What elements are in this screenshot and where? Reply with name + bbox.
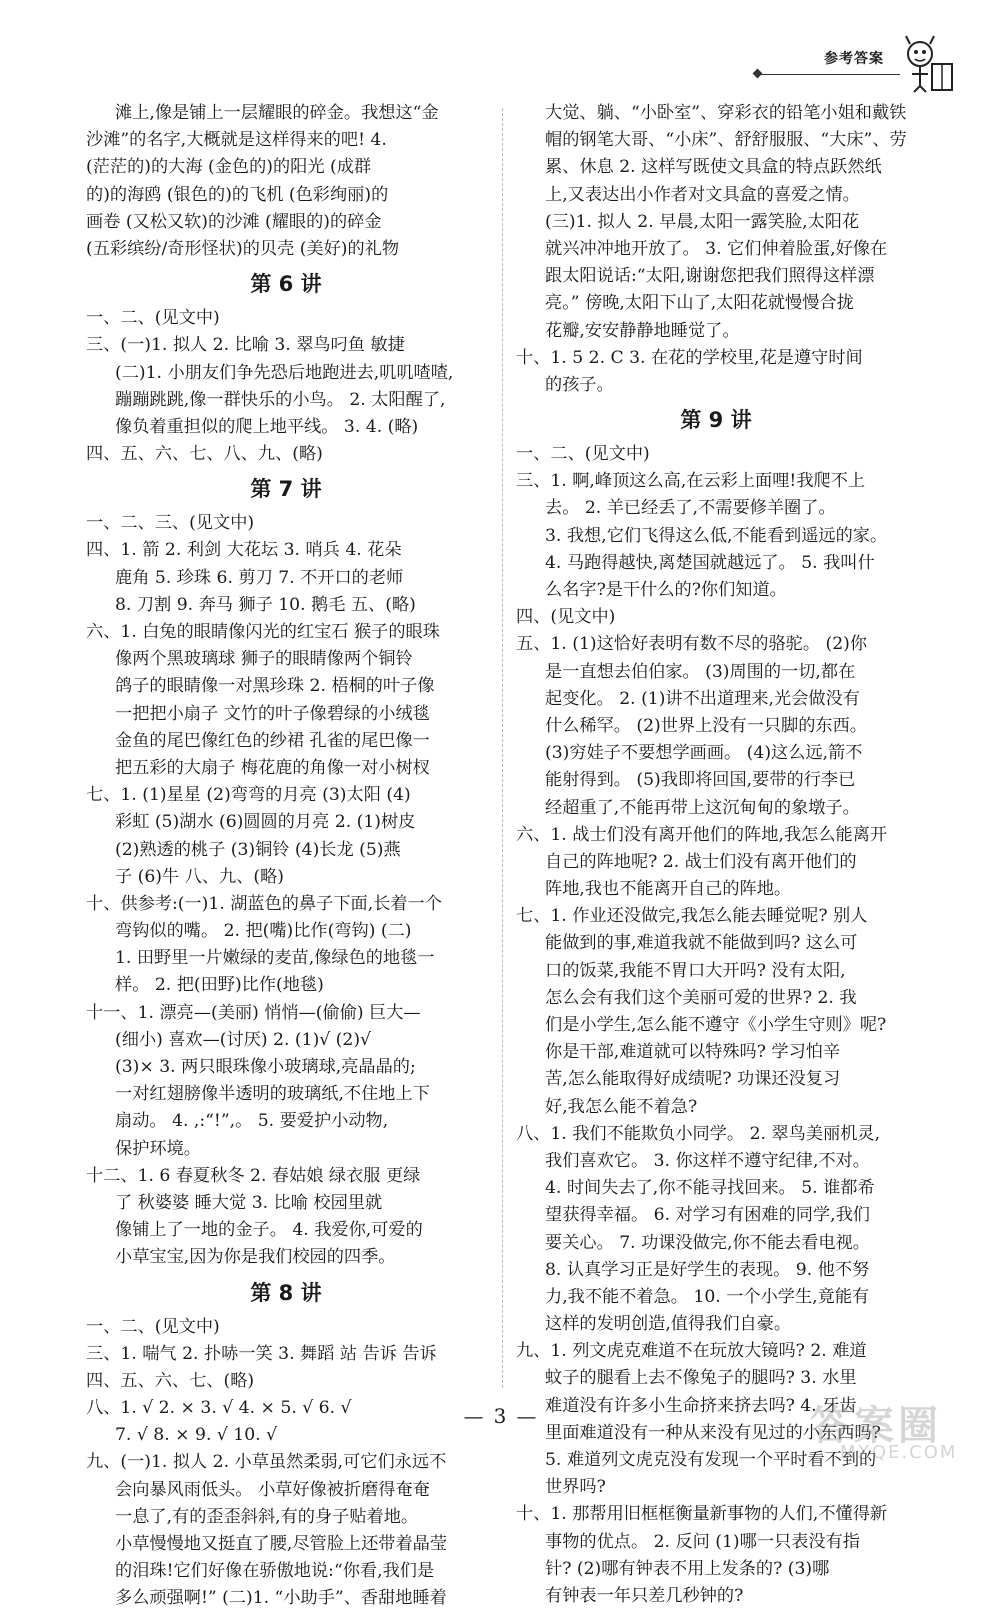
answer-line: 十、1. 那帮用旧框框衡量新事物的人们,不懂得新	[516, 1504, 888, 1525]
answer-line: 们是小学生,怎么能不遵守《小学生守则》呢?	[545, 1015, 887, 1035]
answer-line: (三)1. 拟人 2. 早晨,太阳一露笑脸,太阳花	[545, 211, 860, 232]
answer-line: 十、1. 5 2. C 3. 在花的学校里,花是遵守时间	[516, 347, 863, 368]
answer-line: (3)穷娃子不要想学画画。 (4)这么远,箭不	[545, 743, 863, 764]
answer-line: 一、二、三、(见文中)	[86, 513, 255, 534]
answer-line: 1. 田野里一片嫩绿的麦苗,像绿色的地毯一	[115, 948, 435, 969]
answer-line: 是一直想去伯伯家。 (3)周围的一切,都在	[545, 661, 856, 682]
answer-line: 力,我不能不着急。 10. 一个小学生,竟能有	[545, 1286, 870, 1307]
answer-line: (二)1. 小朋友们争先恐后地跑进去,叽叽喳喳,	[115, 362, 454, 383]
answer-line: 一息了,有的歪歪斜斜,有的身子贴着地。	[115, 1506, 419, 1527]
answer-line: 能射得到。 (5)我即将回国,要带的行李已	[545, 770, 856, 791]
answer-line: 怎么会有我们这个美丽可爱的世界? 2. 我	[545, 987, 857, 1008]
section-heading: 第 7 讲	[250, 477, 322, 502]
answer-line: 里面难道没有一种从来没有见过的小东西吗?	[545, 1422, 881, 1443]
answer-line: 金鱼的尾巴像红色的纱裙 孔雀的尾巴像一	[115, 730, 430, 751]
answer-line: 子 (6)牛 八、九、(略)	[115, 866, 284, 887]
section-heading: 第 8 讲	[250, 1280, 322, 1305]
answer-line: 像两个黑玻璃球 狮子的眼睛像两个铜铃	[115, 649, 413, 670]
answer-line: 自己的阵地呢? 2. 战士们没有离开他们的	[545, 851, 857, 872]
answer-line: 8. 认真学习正是好学生的表现。 9. 他不努	[545, 1259, 870, 1280]
answer-line: 要关心。 7. 功课没做完,你不能去看电视。	[545, 1232, 870, 1253]
answer-line: 九、(一)1. 拟人 2. 小草虽然柔弱,可它们永远不	[86, 1452, 447, 1473]
header-label: 参考答案	[824, 51, 884, 67]
answer-line: 5. 难道列文虎克没有发现一个平时看不到的	[545, 1450, 877, 1470]
section-heading: 第 6 讲	[250, 272, 322, 297]
answer-line: 七、1. (1)星星 (2)弯弯的月亮 (3)太阳 (4)	[86, 785, 411, 806]
answer-line: 4. 时间失去了,你不能寻找回来。 5. 谁都希	[545, 1178, 875, 1199]
answer-line: 难道没有许多小生命挤来挤去吗? 4. 牙齿	[545, 1395, 857, 1416]
answer-line: 三、1. 啊,峰顶这么高,在云彩上面哩!我爬不上	[516, 471, 866, 492]
mascot-icon	[898, 34, 958, 96]
answer-line: 一对红翅膀像半透明的玻璃纸,不住地上下	[115, 1084, 430, 1105]
answer-line: 口的饭菜,我能不胃口大开吗? 没有太阳,	[545, 960, 846, 981]
answer-line: 的)的海鸥 (银色的)的飞机 (色彩绚丽)的	[86, 184, 389, 205]
answer-line: 沙滩”的名字,大概就是这样得来的吧! 4.	[86, 130, 387, 151]
answer-line: 什么稀罕。 (2)世界上没有一只脚的东西。	[545, 715, 867, 736]
answer-line: 累、休息 2. 这样写既使文具盒的特点跃然纸	[545, 157, 882, 178]
answer-line: 7. √ 8. × 9. √ 10. √	[115, 1425, 278, 1446]
answer-line: 3. 我想,它们飞得这么低,不能看到遥远的家。	[545, 525, 888, 546]
answer-line: 蚊子的腿看上去不像兔子的腿吗? 3. 水里	[545, 1368, 857, 1389]
answer-line: 事物的优点。 2. 反问 (1)哪一只表没有指	[545, 1531, 860, 1552]
answer-line: 三、1. 喘气 2. 扑哧一笑 3. 舞蹈 站 告诉 告诉	[86, 1343, 437, 1364]
answer-line: 小草慢慢地又挺直了腰,尽管脸上还带着晶莹	[115, 1534, 448, 1554]
answer-line: 彩虹 (5)湖水 (6)圆圆的月亮 2. (1)树皮	[115, 812, 416, 833]
answer-line: 一、二、(见文中)	[86, 308, 220, 329]
answer-line: 一、二、(见文中)	[516, 444, 650, 465]
answer-line: 就兴冲冲地开放了。 3. 它们伸着脸蛋,好像在	[545, 238, 888, 259]
answer-line: 了 秋婆婆 睡大觉 3. 比喻 校园里就	[115, 1192, 383, 1213]
answer-line: 像铺上了一地的金子。 4. 我爱你,可爱的	[115, 1220, 423, 1241]
answer-line: 苦,怎么能取得好成绩呢? 功课还没复习	[545, 1069, 841, 1090]
answer-line: 能做到的事,难道我就不能做到吗? 这么可	[545, 933, 858, 954]
answer-line: 望获得幸福。 6. 对学习有困难的同学,我们	[545, 1205, 870, 1226]
watermark-site: MXQE.COM	[840, 1442, 958, 1463]
left-column	[86, 100, 486, 1613]
answer-line: 十一、1. 漂亮—(美丽) 悄悄—(偷偷) 巨大—	[86, 1002, 421, 1023]
answer-line: 六、1. 战士们没有离开他们的阵地,我怎么能离开	[516, 824, 888, 845]
answer-line: 你是干部,难道就可以特殊吗? 学习怕辛	[545, 1042, 841, 1063]
answer-line: 好,我怎么能不着急?	[545, 1096, 698, 1117]
answer-line: 经超重了,不能再带上这沉甸甸的象墩子。	[545, 797, 860, 818]
section-heading: 第 9 讲	[680, 408, 752, 433]
answer-line: 花瓣,安安静静地睡觉了。	[545, 320, 740, 341]
header-rule	[760, 74, 900, 75]
answer-line: 六、1. 白兔的眼睛像闪光的红宝石 猴子的眼珠	[86, 622, 440, 642]
answer-line: 上,又表达出小作者对文具盒的喜爱之情。	[545, 184, 860, 205]
answer-line: 世界吗?	[545, 1477, 606, 1498]
answer-line: 亮。” 傍晚,太阳下山了,太阳花就慢慢合拢	[545, 293, 854, 314]
answer-line: 针? (2)哪有钟表不用上发条的? (3)哪	[545, 1558, 830, 1579]
column-divider	[502, 108, 503, 1388]
page-number: — 3 —	[0, 1404, 1000, 1428]
answer-line: 多么顽强啊!” (二)1. “小助手”、香甜地睡着	[115, 1588, 447, 1609]
answer-line: 七、1. 作业还没做完,我怎么能去睡觉呢? 别人	[516, 906, 868, 927]
answer-line: 样。 2. 把(田野)比作(地毯)	[115, 975, 324, 996]
answer-line: 大觉、躺、“小卧室”、穿彩衣的铅笔小姐和戴铁	[545, 103, 907, 123]
answer-line: (茫茫的)的大海 (金色的)的阳光 (成群	[86, 157, 372, 178]
answer-line: 三、(一)1. 拟人 2. 比喻 3. 翠鸟叼鱼 敏捷	[86, 335, 405, 356]
answer-line: 么名字?是干什么的?你们知道。	[545, 580, 787, 600]
answer-line: 十、供参考:(一)1. 湖蓝色的鼻子下面,长着一个	[86, 893, 442, 914]
answer-line: 帽的钢笔大哥、“小床”、舒舒服服、“大床”、劳	[545, 130, 907, 151]
answer-line: 的泪珠!它们好像在骄傲地说:“你看,我们是	[115, 1561, 435, 1582]
watermark-title: 答案圈	[810, 1403, 942, 1449]
answer-line: 的孩子。	[545, 374, 614, 395]
answer-line: 画卷 (又松又软)的沙滩 (耀眼的)的碎金	[86, 211, 382, 232]
answer-line: (2)熟透的桃子 (3)铜铃 (4)长龙 (5)燕	[115, 839, 401, 860]
answer-line: 4. 马跑得越快,离楚国就越远了。 5. 我叫什	[545, 552, 875, 573]
answer-line: 九、1. 列文虎克难道不在玩放大镜吗? 2. 难道	[516, 1341, 867, 1362]
answer-line: (细小) 喜欢—(讨厌) 2. (1)√ (2)√	[115, 1029, 371, 1050]
answer-line: 四、1. 箭 2. 利剑 大花坛 3. 哨兵 4. 花朵	[86, 540, 402, 561]
answer-line: 把五彩的大扇子 梅花鹿的角像一对小树杈	[115, 757, 430, 778]
answer-line: 8. 刀割 9. 奔马 狮子 10. 鹅毛 五、(略)	[115, 594, 416, 615]
right-column	[516, 100, 916, 1610]
answer-line: 十二、1. 6 春夏秋冬 2. 春姑娘 绿衣服 更绿	[86, 1165, 421, 1186]
answer-line: 跟太阳说话:“太阳,谢谢您把我们照得这样漂	[545, 266, 875, 287]
answer-line: 有钟表一年只差几秒钟的?	[545, 1585, 744, 1606]
answer-line: 八、1. 我们不能欺负小同学。 2. 翠鸟美丽机灵,	[516, 1123, 881, 1144]
answer-line: 小草宝宝,因为你是我们校园的四季。	[115, 1247, 396, 1268]
answer-line: (3)× 3. 两只眼珠像小玻璃球,亮晶晶的;	[115, 1057, 416, 1077]
answer-line: 滩上,像是铺上一层耀眼的碎金。我想这“金	[115, 103, 439, 123]
answer-line: 鸽子的眼睛像一对黑珍珠 2. 梧桐的叶子像	[115, 676, 435, 697]
answer-line: 会向暴风雨低头。 小草好像被折磨得奄奄	[115, 1479, 430, 1500]
page-header	[780, 34, 970, 96]
answer-line: 八、1. √ 2. × 3. √ 4. × 5. √ 6. √	[86, 1398, 352, 1419]
answer-line: 一把把小扇子 文竹的叶子像碧绿的小绒毯	[115, 703, 430, 724]
answer-line: 扇动。 4. ,:“!”,。 5. 要爱护小动物,	[115, 1111, 389, 1132]
answer-line: 去。 2. 羊已经丢了,不需要修羊圈了。	[545, 498, 836, 519]
answer-line: 阵地,我也不能离开自己的阵地。	[545, 879, 792, 900]
answer-line: 我们喜欢它。 3. 你这样不遵守纪律,不对。	[545, 1150, 870, 1171]
answer-line: 这样的发明创造,值得我们自豪。	[545, 1314, 792, 1335]
watermark-logo	[810, 1390, 990, 1470]
answer-line: (五彩缤纷/奇形怪状)的贝壳 (美好)的礼物	[86, 238, 400, 259]
answer-line: 五、1. (1)这恰好表明有数不尽的骆驼。 (2)你	[516, 634, 868, 655]
answer-line: 弯钩似的嘴。 2. 把(嘴)比作(弯钩) (二)	[115, 921, 412, 942]
answer-line: 起变化。 2. (1)讲不出道理来,光会做没有	[545, 688, 860, 709]
answer-line: 蹦蹦跳跳,像一群快乐的小鸟。 2. 太阳醒了,	[115, 389, 446, 410]
answer-line: 四、五、六、七、八、九、(略)	[86, 444, 323, 465]
answer-line: 鹿角 5. 珍珠 6. 剪刀 7. 不开口的老师	[115, 567, 404, 588]
answer-line: 四、五、六、七、(略)	[86, 1370, 255, 1391]
answer-line: 保护环境。	[115, 1138, 201, 1159]
answer-line: 一、二、(见文中)	[86, 1316, 220, 1337]
answer-line: 像负着重担似的爬上地平线。 3. 4. (略)	[115, 416, 419, 437]
answer-line: 四、(见文中)	[516, 607, 616, 628]
